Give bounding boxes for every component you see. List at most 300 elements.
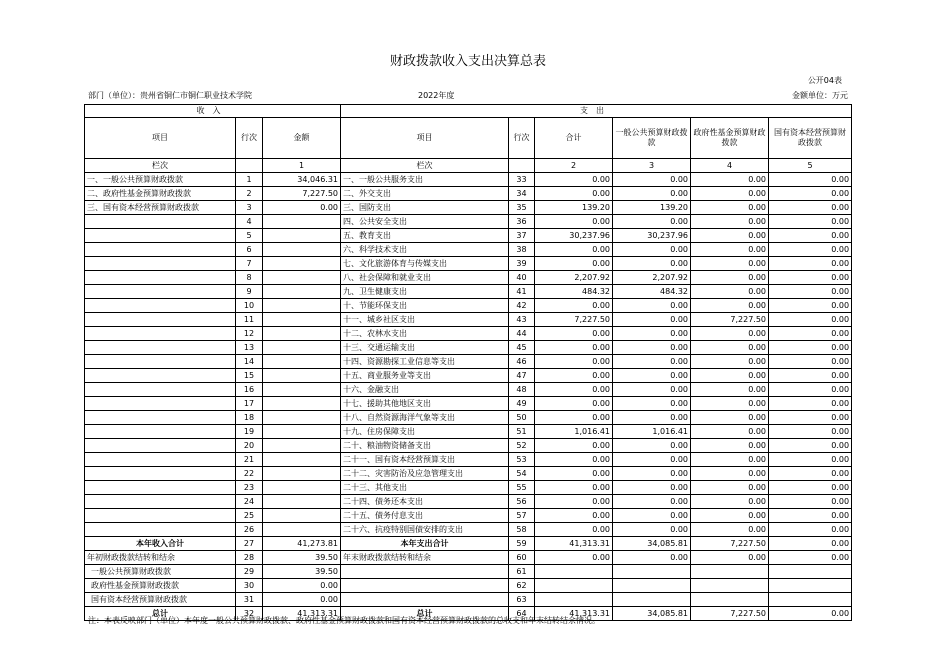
cell-f: 0.00 [691,425,769,439]
cell-f: 0.00 [691,173,769,187]
cell-ex-line: 33 [509,173,535,187]
cell-c: 0.00 [769,369,852,383]
cell-ex-line: 60 [509,551,535,565]
header-expense-item: 项目 [341,118,509,159]
cell-ex-line: 48 [509,383,535,397]
cell-ex-line: 62 [509,579,535,593]
cell-g: 484.32 [613,285,691,299]
cell-c: 0.00 [769,509,852,523]
cell-g: 0.00 [613,257,691,271]
cell-in-line: 27 [236,537,263,551]
cell-f: 0.00 [691,467,769,481]
cell-g: 0.00 [613,397,691,411]
cell-in-item [85,383,236,397]
cell-in-amt: 0.00 [263,201,341,215]
cell-g: 0.00 [613,341,691,355]
cell-g: 0.00 [613,327,691,341]
cell-ex-line: 44 [509,327,535,341]
cell-in-item [85,327,236,341]
cell-g: 0.00 [613,467,691,481]
cell-in-line: 16 [236,383,263,397]
cell-ex-line: 53 [509,453,535,467]
header-capital: 国有资本经营预算财政拨款 [769,118,852,159]
col-num-1: 1 [263,159,341,173]
table-row [85,173,852,187]
cell-c: 0.00 [769,201,852,215]
cell-ex-item: 十三、交通运输支出 [341,341,509,355]
cell-in-item [85,523,236,537]
cell-in-item: 总计 [85,607,236,621]
fiscal-year: 2022年度 [418,91,455,100]
cell-f: 0.00 [691,215,769,229]
cell-c: 0.00 [769,271,852,285]
cell-in-amt: 0.00 [263,593,341,607]
cell-t: 0.00 [535,187,613,201]
cell-in-item: 政府性基金预算财政拨款 [85,579,236,593]
table-row [85,467,852,481]
budget-table [84,104,852,621]
cell-in-item: 年初财政拨款结转和结余 [85,551,236,565]
cell-c [769,579,852,593]
cell-ex-item: 八、社会保障和就业支出 [341,271,509,285]
cell-in-item [85,439,236,453]
cell-t: 484.32 [535,285,613,299]
cell-f: 0.00 [691,481,769,495]
cell-in-line: 14 [236,355,263,369]
cell-f [691,565,769,579]
cell-g: 0.00 [613,383,691,397]
cell-g: 34,085.81 [613,537,691,551]
cell-in-item [85,271,236,285]
cell-ex-item: 二、外交支出 [341,187,509,201]
table-row [85,313,852,327]
cell-in-amt: 0.00 [263,579,341,593]
cell-f: 0.00 [691,341,769,355]
cell-in-line: 12 [236,327,263,341]
cell-c: 0.00 [769,215,852,229]
cell-in-item [85,467,236,481]
cell-g: 1,016.41 [613,425,691,439]
cell-in-line: 4 [236,215,263,229]
cell-c [769,565,852,579]
cell-ex-item: 九、卫生健康支出 [341,285,509,299]
table-row [85,201,852,215]
cell-c: 0.00 [769,481,852,495]
cell-t: 30,237.96 [535,229,613,243]
header-fund: 政府性基金预算财政拨款 [691,118,769,159]
table-row [85,271,852,285]
cell-t: 0.00 [535,257,613,271]
cell-in-amt: 41,313.31 [263,607,341,621]
cell-ex-line: 63 [509,593,535,607]
cell-c: 0.00 [769,243,852,257]
table-row [85,285,852,299]
cell-g: 0.00 [613,187,691,201]
cell-in-item [85,425,236,439]
cell-in-amt [263,285,341,299]
cell-c: 0.00 [769,551,852,565]
cell-in-amt: 34,046.31 [263,173,341,187]
cell-in-item: 二、政府性基金预算财政拨款 [85,187,236,201]
cell-ex-line: 59 [509,537,535,551]
cell-g: 30,237.96 [613,229,691,243]
cell-c: 0.00 [769,453,852,467]
cell-in-amt: 7,227.50 [263,187,341,201]
cell-in-line: 20 [236,439,263,453]
cell-f: 0.00 [691,271,769,285]
cell-in-amt: 39.50 [263,565,341,579]
cell-ex-line: 34 [509,187,535,201]
cell-ex-line: 38 [509,243,535,257]
header-income-item: 项目 [85,118,236,159]
table-row [85,439,852,453]
cell-c: 0.00 [769,495,852,509]
cell-t: 0.00 [535,523,613,537]
form-code: 公开04表 [807,76,842,85]
cell-ex-item: 十八、自然资源海洋气象等支出 [341,411,509,425]
col-label-expense: 栏次 [341,159,509,173]
cell-in-amt [263,453,341,467]
cell-in-item [85,481,236,495]
cell-in-line: 8 [236,271,263,285]
cell-ex-item: 年末财政拨款结转和结余 [341,551,509,565]
cell-in-amt [263,229,341,243]
cell-ex-item: 二十二、灾害防治及应急管理支出 [341,467,509,481]
cell-in-line: 29 [236,565,263,579]
cell-in-line: 31 [236,593,263,607]
cell-t: 0.00 [535,453,613,467]
cell-c: 0.00 [769,173,852,187]
cell-ex-item: 二十六、抗疫特别国债安排的支出 [341,523,509,537]
cell-in-amt: 39.50 [263,551,341,565]
cell-in-line: 1 [236,173,263,187]
cell-c: 0.00 [769,285,852,299]
cell-ex-line: 40 [509,271,535,285]
cell-in-line: 21 [236,453,263,467]
cell-t: 41,313.31 [535,537,613,551]
cell-g: 0.00 [613,495,691,509]
cell-ex-item: 二十、粮油物资储备支出 [341,439,509,453]
cell-in-item [85,257,236,271]
cell-ex-line: 52 [509,439,535,453]
cell-ex-item [341,565,509,579]
cell-c: 0.00 [769,313,852,327]
cell-ex-item: 十九、住房保障支出 [341,425,509,439]
cell-f: 0.00 [691,285,769,299]
cell-f: 0.00 [691,243,769,257]
cell-g: 0.00 [613,411,691,425]
cell-ex-line: 37 [509,229,535,243]
cell-in-line: 18 [236,411,263,425]
cell-g: 0.00 [613,243,691,257]
table-row [85,523,852,537]
cell-in-item [85,453,236,467]
cell-ex-line: 42 [509,299,535,313]
table-row [85,425,852,439]
cell-t: 139.20 [535,201,613,215]
table-row [85,299,852,313]
cell-f: 0.00 [691,299,769,313]
year-total-row [85,537,852,551]
cell-t: 0.00 [535,215,613,229]
cell-t: 2,207.92 [535,271,613,285]
cell-t: 0.00 [535,369,613,383]
cell-ex-item: 十二、农林水支出 [341,327,509,341]
col-num-4: 4 [691,159,769,173]
cell-c: 0.00 [769,383,852,397]
table-row [85,243,852,257]
cell-c: 0.00 [769,537,852,551]
cell-ex-line: 51 [509,425,535,439]
cell-ex-line: 56 [509,495,535,509]
cell-ex-item: 一、一般公共服务支出 [341,173,509,187]
cell-in-amt [263,397,341,411]
cell-in-amt [263,383,341,397]
cell-f: 0.00 [691,411,769,425]
cell-f: 0.00 [691,551,769,565]
cell-ex-line: 45 [509,341,535,355]
cell-f: 0.00 [691,509,769,523]
cell-ex-line: 41 [509,285,535,299]
cell-in-line: 5 [236,229,263,243]
cell-in-item: 三、国有资本经营预算财政拨款 [85,201,236,215]
cell-c: 0.00 [769,355,852,369]
cell-in-line: 13 [236,341,263,355]
cell-ex-item: 二十三、其他支出 [341,481,509,495]
cell-in-item [85,369,236,383]
cell-g: 0.00 [613,551,691,565]
cell-t: 0.00 [535,509,613,523]
cell-t [535,565,613,579]
cell-in-item [85,313,236,327]
cell-f: 0.00 [691,453,769,467]
cell-t: 0.00 [535,299,613,313]
table-row [85,495,852,509]
cell-f: 0.00 [691,495,769,509]
cell-in-item: 国有资本经营预算财政拨款 [85,593,236,607]
cell-in-amt [263,369,341,383]
cell-in-line: 17 [236,397,263,411]
table-row [85,215,852,229]
cell-in-amt [263,425,341,439]
cell-ex-item: 四、公共安全支出 [341,215,509,229]
cell-t: 0.00 [535,243,613,257]
table-row [85,257,852,271]
table-row [85,509,852,523]
cell-t: 0.00 [535,411,613,425]
cell-g: 34,085.81 [613,607,691,621]
cell-in-amt [263,341,341,355]
cell-t: 0.00 [535,481,613,495]
cell-ex-line: 58 [509,523,535,537]
cell-ex-item: 五、教育支出 [341,229,509,243]
cell-in-item [85,355,236,369]
cell-in-item [85,341,236,355]
cell-ex-line: 49 [509,397,535,411]
cell-in-amt [263,355,341,369]
cell-ex-item: 十四、资源勘探工业信息等支出 [341,355,509,369]
cell-f: 7,227.50 [691,537,769,551]
cell-ex-item: 十六、金融支出 [341,383,509,397]
cell-g: 0.00 [613,313,691,327]
cell-g [613,565,691,579]
cell-f: 0.00 [691,201,769,215]
cell-ex-item: 三、国防支出 [341,201,509,215]
cell-t: 0.00 [535,173,613,187]
col-label-income: 栏次 [85,159,236,173]
cell-t: 41,313.31 [535,607,613,621]
table-row [85,383,852,397]
cell-in-line: 9 [236,285,263,299]
cell-in-line: 2 [236,187,263,201]
department-label: 部门（单位）：贵州省铜仁市铜仁职业技术学院 [88,91,252,100]
cell-t: 0.00 [535,467,613,481]
cell-in-amt [263,411,341,425]
expense-header: 支出 [341,105,852,118]
cell-in-amt: 41,273.81 [263,537,341,551]
cell-c: 0.00 [769,467,852,481]
cell-g: 2,207.92 [613,271,691,285]
cell-in-amt [263,495,341,509]
table-row [85,481,852,495]
header-income-line: 行次 [236,118,263,159]
cell-ex-line: 50 [509,411,535,425]
cell-in-line: 26 [236,523,263,537]
cell-ex-item: 十五、商业服务业等支出 [341,369,509,383]
table-row [85,327,852,341]
cell-t: 0.00 [535,397,613,411]
cell-f [691,579,769,593]
cell-ex-item: 十一、城乡社区支出 [341,313,509,327]
cell-t: 0.00 [535,495,613,509]
cell-in-amt [263,313,341,327]
cell-in-line: 11 [236,313,263,327]
cell-in-line: 32 [236,607,263,621]
cell-c: 0.00 [769,397,852,411]
cell-in-item [85,299,236,313]
cell-in-amt [263,467,341,481]
cell-in-line: 22 [236,467,263,481]
cell-g: 0.00 [613,523,691,537]
cell-ex-item [341,579,509,593]
cell-g: 0.00 [613,299,691,313]
table-row [85,453,852,467]
cell-ex-item: 二十四、债务还本支出 [341,495,509,509]
cell-f [691,593,769,607]
carry-row [85,579,852,593]
cell-in-amt [263,439,341,453]
cell-ex-line: 43 [509,313,535,327]
cell-ex-line: 57 [509,509,535,523]
cell-t [535,593,613,607]
report-title: 财政拨款收入支出决算总表 [389,54,546,69]
cell-in-amt [263,481,341,495]
cell-t: 0.00 [535,439,613,453]
cell-g: 0.00 [613,439,691,453]
cell-t: 0.00 [535,355,613,369]
header-general: 一般公共预算财政拨款 [613,118,691,159]
cell-in-amt [263,215,341,229]
cell-ex-line: 54 [509,467,535,481]
cell-c [769,593,852,607]
cell-in-line: 30 [236,579,263,593]
cell-in-line: 24 [236,495,263,509]
cell-c: 0.00 [769,523,852,537]
cell-f: 0.00 [691,257,769,271]
cell-in-amt [263,509,341,523]
cell-f: 7,227.50 [691,607,769,621]
cell-f: 0.00 [691,229,769,243]
cell-f: 0.00 [691,523,769,537]
cell-g: 0.00 [613,481,691,495]
cell-in-line: 6 [236,243,263,257]
cell-ex-item: 七、文化旅游体育与传媒支出 [341,257,509,271]
cell-c: 0.00 [769,439,852,453]
cell-in-item [85,285,236,299]
cell-f: 0.00 [691,327,769,341]
carry-row [85,565,852,579]
cell-c: 0.00 [769,229,852,243]
cell-c: 0.00 [769,257,852,271]
col-num-5: 5 [769,159,852,173]
cell-t: 0.00 [535,383,613,397]
cell-g [613,579,691,593]
cell-ex-line: 39 [509,257,535,271]
cell-in-item [85,229,236,243]
cell-in-item [85,215,236,229]
cell-in-item [85,509,236,523]
col-num-2: 2 [535,159,613,173]
cell-t: 1,016.41 [535,425,613,439]
cell-g: 0.00 [613,509,691,523]
footnote: 注：本表反映部门（单位）本年度一般公共预算财政拨款、政府性基金预算财政拨款和国有资本经营预算财政拨款的总收支和年末结转结余情况。 [88,616,600,625]
cell-in-amt [263,257,341,271]
cell-f: 0.00 [691,397,769,411]
cell-ex-line: 47 [509,369,535,383]
header-expense-line: 行次 [509,118,535,159]
cell-ex-item: 十、节能环保支出 [341,299,509,313]
col-label-empty [509,159,535,173]
cell-in-amt [263,271,341,285]
cell-t: 0.00 [535,341,613,355]
cell-ex-item: 本年支出合计 [341,537,509,551]
cell-c: 0.00 [769,299,852,313]
header-income-amount: 金额 [263,118,341,159]
cell-in-line: 15 [236,369,263,383]
cell-t: 0.00 [535,551,613,565]
cell-in-line: 23 [236,481,263,495]
cell-t [535,579,613,593]
cell-ex-item: 总计 [341,607,509,621]
carry-row [85,551,852,565]
cell-f: 0.00 [691,439,769,453]
table-row [85,187,852,201]
header-total: 合计 [535,118,613,159]
table-row [85,411,852,425]
cell-g: 0.00 [613,369,691,383]
cell-in-item: 一、一般公共预算财政拨款 [85,173,236,187]
cell-in-amt [263,327,341,341]
cell-c: 0.00 [769,187,852,201]
cell-ex-line: 36 [509,215,535,229]
col-num-3: 3 [613,159,691,173]
cell-in-line: 19 [236,425,263,439]
cell-in-amt [263,299,341,313]
cell-t: 0.00 [535,327,613,341]
cell-f: 0.00 [691,355,769,369]
cell-in-amt [263,523,341,537]
cell-f: 0.00 [691,187,769,201]
